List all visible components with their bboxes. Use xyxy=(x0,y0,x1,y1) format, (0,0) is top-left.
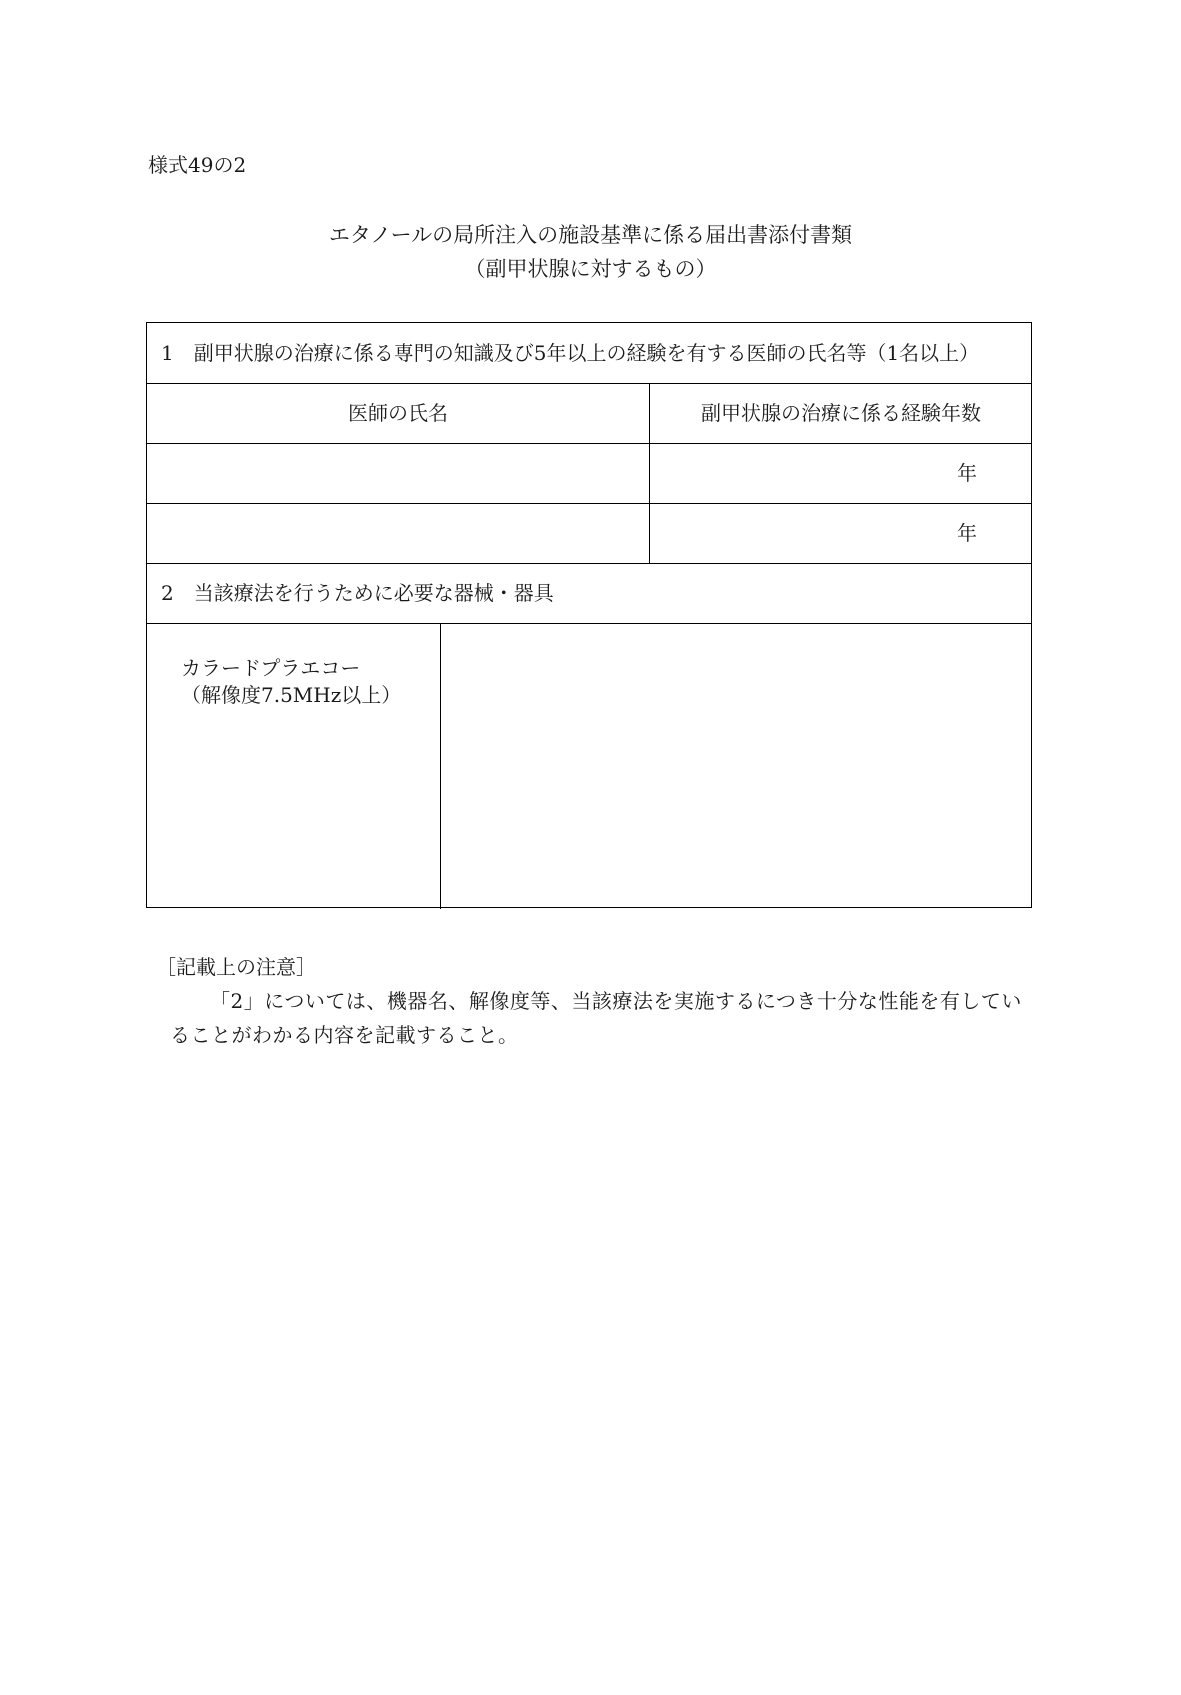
column-header-experience-years: 副甲状腺の治療に係る経験年数 xyxy=(701,401,981,425)
row-divider xyxy=(147,503,1031,504)
form-number: 様式49の2 xyxy=(148,153,247,177)
document-title xyxy=(0,218,1181,286)
notes-body: 「2」については、機器名、解像度等、当該療法を実施するにつき十分な性能を有していることがわかる内容を記載すること。 xyxy=(170,989,1022,1047)
years-unit: 年 xyxy=(957,521,977,545)
notes-heading: ［記載上の注意］ xyxy=(156,955,316,979)
equipment-name-line-1: カラードプラエコー xyxy=(181,656,361,680)
notes xyxy=(156,950,1036,1052)
equipment-name-line-2: （解像度7.5MHz以上） xyxy=(181,683,402,707)
section-1-label: 1 副甲状腺の治療に係る専門の知識及び5年以上の経験を有する医師の氏名等（1名以上） xyxy=(161,341,980,365)
form-table xyxy=(146,322,1032,908)
row-divider xyxy=(147,383,1031,384)
column-divider xyxy=(440,623,441,909)
years-unit: 年 xyxy=(957,461,977,485)
row-divider xyxy=(147,443,1031,444)
title-line-2: （副甲状腺に対するもの） xyxy=(464,257,717,281)
row-divider xyxy=(147,563,1031,564)
title-line-1: エタノールの局所注入の施設基準に係る届出書添付書類 xyxy=(328,223,853,247)
section-2-label: 2 当該療法を行うために必要な器械・器具 xyxy=(161,581,554,605)
column-header-doctor-name: 医師の氏名 xyxy=(348,401,448,425)
equipment-name xyxy=(181,655,401,709)
row-divider xyxy=(147,623,1031,624)
